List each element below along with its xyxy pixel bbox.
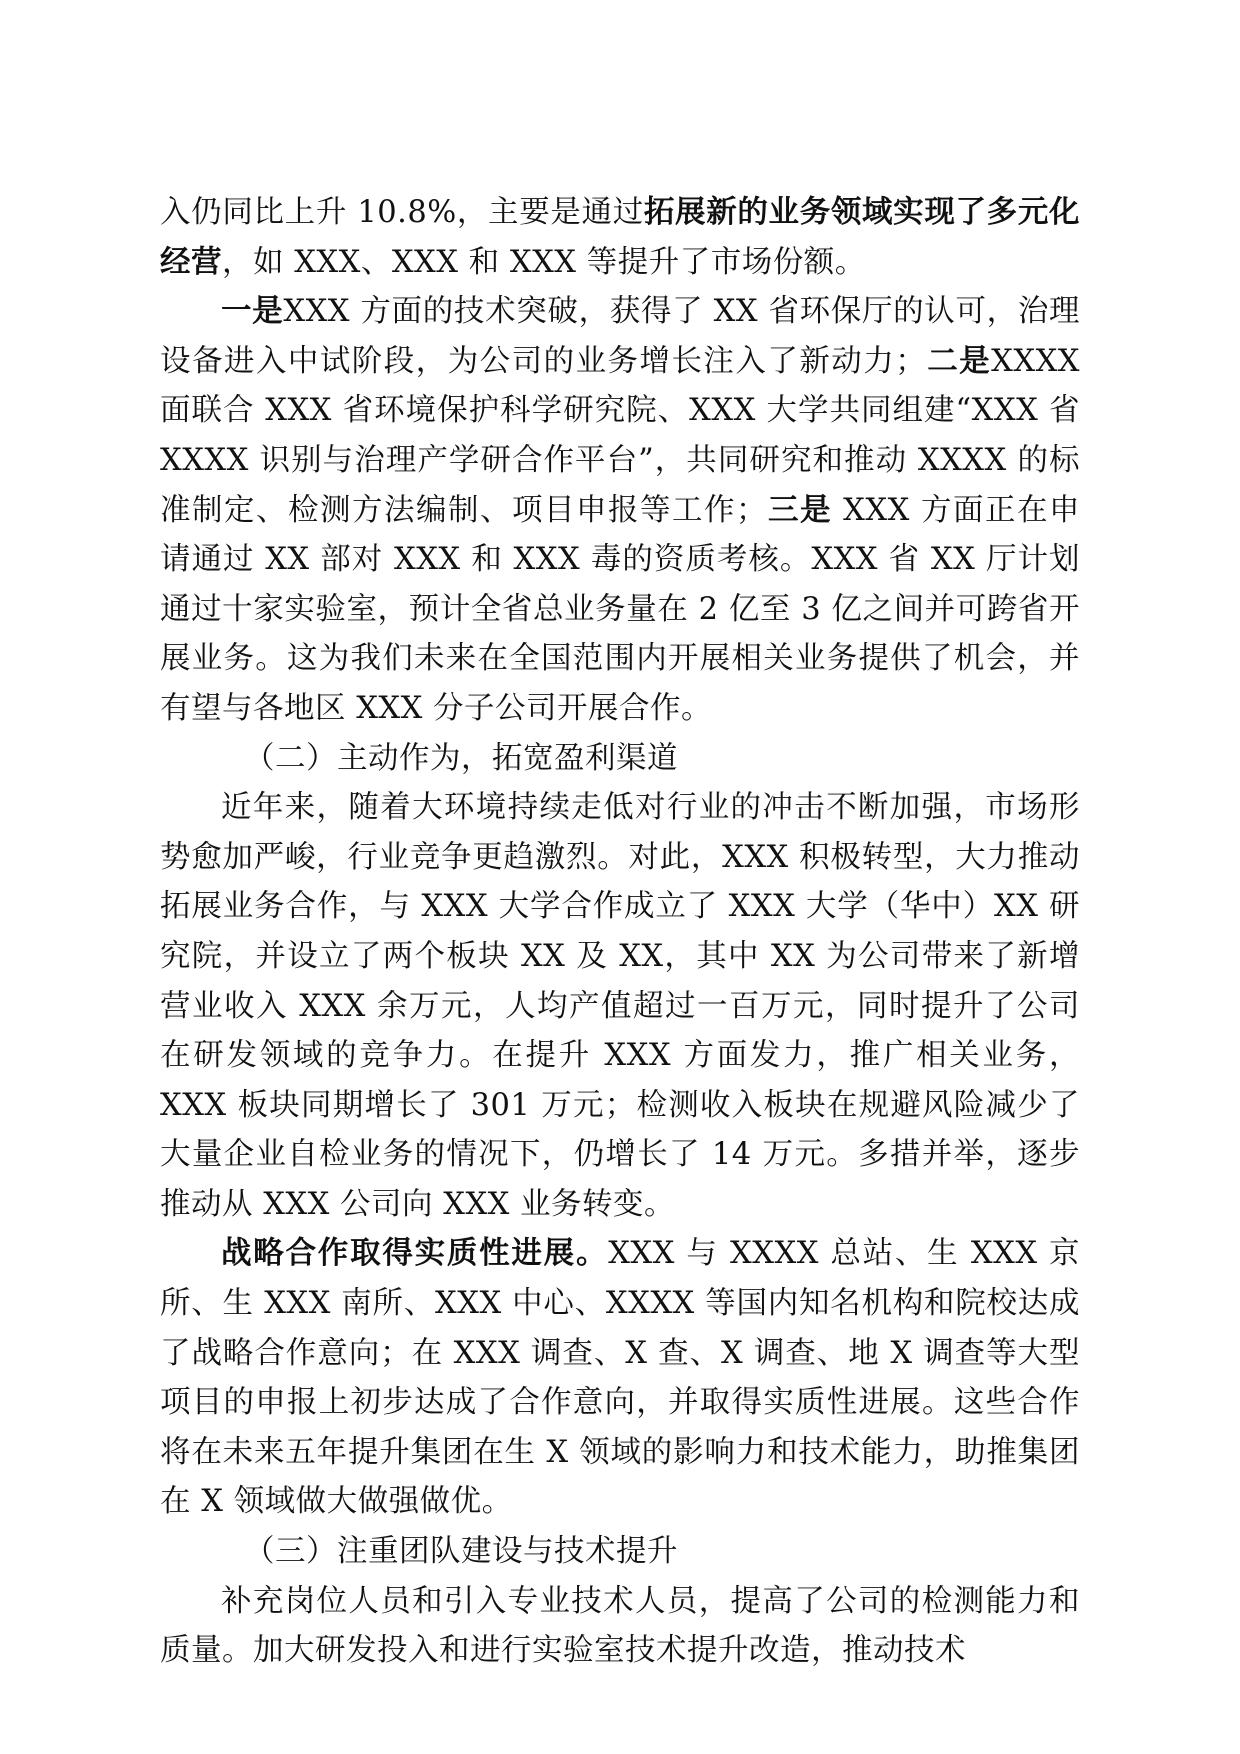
text-segment: XXX 与 XXXX 总站、生 XXX 京所、生 XXX 南所、XXX 中心、XXXX 等国内知名机构和院校达成了战略合作意向；在 XXX 调查、X 查、X 调查、地 X 调查等大型项目的申报上初步达成了合作意向，并取得实质性进展。这些合作将在未来五年提升集团在生 X 领域的影响力和技术能力，助推集团在 X 领域做大做强做优。 bbox=[160, 1236, 1081, 1520]
text-segment: 入仍同比上升 10.8%，主要是通过 bbox=[160, 195, 644, 230]
paragraph-4 bbox=[160, 1229, 1080, 1527]
section-heading-3: （三）注重团队建设与技术提升 bbox=[244, 1534, 678, 1570]
paragraph-5 bbox=[160, 1577, 1080, 1676]
bold-text-segment: 三是 bbox=[766, 491, 832, 528]
bold-text-segment: 一是 bbox=[221, 293, 284, 330]
bold-text-segment: 拓展新的业务领域实现了多元化经营 bbox=[160, 194, 1080, 280]
text-segment: XXX 方面正在申请通过 XX 部对 XXX 和 XXX 毒的资质考核。XXX 省 XX 厅计划通过十家实验室，预计全省总业务量在 2 亿至 3 亿之间并可跨省开展业务。这为我们未来在全国范围内开展相关业务提供了机会，并有望与各地区 XXX 分子公司开展合作。 bbox=[160, 492, 1081, 726]
paragraph-2 bbox=[160, 287, 1080, 733]
section-heading-2: （二）主动作为，拓宽盈利渠道 bbox=[244, 740, 678, 776]
text-segment: XXXX 面联合 XXX 省环境保护科学研究院、XXX 大学共同组建“XXX 省 XXXX 识别与治理产学研合作平台”，共同研究和推动 XXXX 的标准制定、检测方法编制、项目申报等工作； bbox=[160, 343, 1081, 528]
document-page bbox=[160, 188, 1080, 1676]
paragraph-3 bbox=[160, 783, 1080, 1229]
text-segment: 补充岗位人员和引入专业技术人员，提高了公司的检测能力和质量。加大研发投入和进行实验室技术提升改造，推动技术 bbox=[160, 1583, 1080, 1669]
text-segment: XXX 方面的技术突破，获得了 XX 省环保厅的认可，治理设备进入中试阶段，为公司的业务增长注入了新动力； bbox=[160, 294, 1081, 379]
text-segment: ，如 XXX、XXX 和 XXX 等提升了市场份额。 bbox=[222, 244, 866, 280]
bold-text-segment: 战略合作取得实质性进展。 bbox=[221, 1235, 609, 1272]
paragraph-1 bbox=[160, 188, 1080, 287]
text-segment: 近年来，随着大环境持续走低对行业的冲击不断加强，市场形势愈加严峻，行业竞争更趋激烈。对此，XXX 积极转型，大力推动拓展业务合作，与 XXX 大学合作成立了 XXX 大学（华中）XX 研究院，并设立了两个板块 XX 及 XX，其中 XX 为公司带来了新增营业收入 XXX 余万元，人均产值超过一百万元，同时提升了公司在研发领域的竞争力。在提升 XXX 方面发力，推广相关业务，XXX 板块同期增长了 301 万元；检测收入板块在规避风险减少了大量企业自检业务的情况下，仍增长了 14 万元。多措并举，逐步推动从 XXX 公司向 XXX 业务转变。 bbox=[160, 790, 1080, 1222]
bold-text-segment: 二是 bbox=[926, 342, 992, 379]
